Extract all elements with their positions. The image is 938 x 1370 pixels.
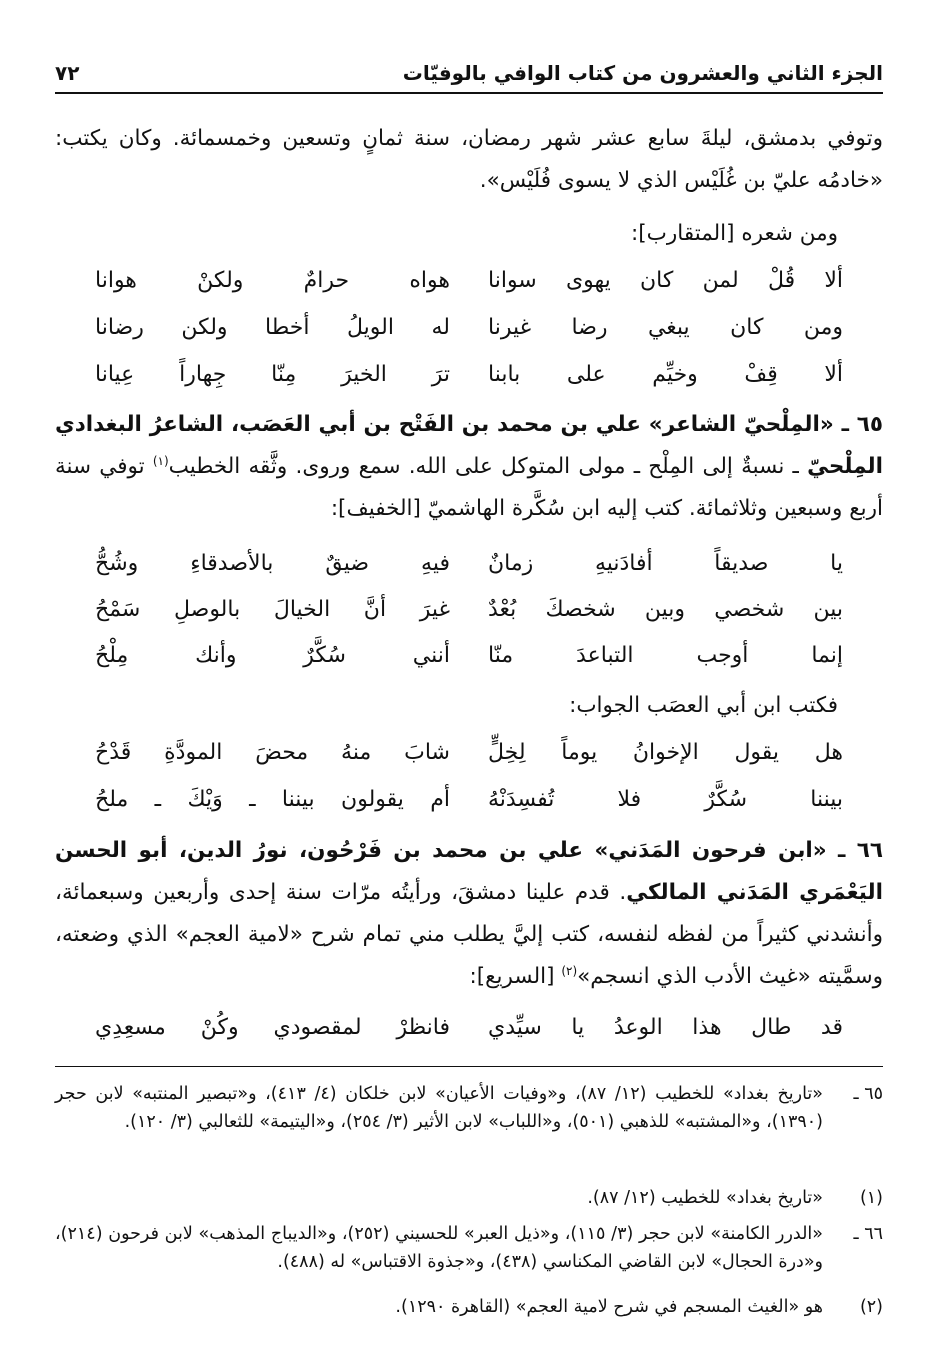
verse-hemistich-first: بيننا سُكَّرٌ فلا تُفسِدَنْهُ [488,787,843,812]
verse-line [95,778,843,822]
entry-66-body-cont: [السريع]: [469,964,562,989]
intro-paragraph: وتوفي بدمشق، ليلةَ سابع عشر شهر رمضان، سنة ثمانٍ وتسعين وخمسمائة. وكان يكتب: «خادمُه عليّ بن غُلَيْس الذي لا يسوى فُلَيْس». [55,126,883,193]
footnote-text: «تاريخ بغداد» للخطيب (١٢/ ٨٧)، و«وفيات الأعيان» لابن خلكان (٤/ ٤١٣)، و«تبصير المنتبه» لابن حجر (١٣٩٠)، و«المشتبه» للذهبي (٥٠١)، و«اللباب» لابن الأثير (٣/ ٢٥٤)، و«اليتيمة» للثعالبي (٣/ ١٢٠). [55,1084,823,1132]
page-number: ٧٢ [55,61,80,85]
footnote-ref-2[interactable]: (٢) [561,963,578,978]
footnote [55,1220,883,1276]
entry-65-body-cont: توفي سنة أربع وسبعين وثلاثمائة. كتب إليه ابن سُكَّرة الهاشميّ [الخفيف]: [55,454,883,521]
verse-line [95,588,843,632]
verse-line [95,731,843,775]
footnote-divider [55,1066,883,1067]
verse-line [95,542,843,586]
footnote [55,1080,883,1136]
verse-hemistich-second: فيهِ ضيقٌ بالأصدقاءِ وشُحُّ [95,551,450,576]
footnote [55,1184,883,1212]
footnote-ref-1[interactable]: (١) [152,453,169,468]
verse-hemistich-first: ومن كان يبغي رضا غيرنا [488,315,843,340]
verse-hemistich-second: ترَ الخيرَ مِنّا جِهاراً عِيانا [95,362,450,387]
reply-intro: فكتب ابن أبي العصَب الجواب: [569,693,838,718]
running-header [55,54,883,94]
footnote-text: «الدرر الكامنة» لابن حجر (٣/ ١١٥)، و«ذيل العبر» للحسيني (٢٥٢)، و«الديباج المذهب» لابن فرحون (٢١٤)، و«درة الحجال» لابن القاضي المكناسي (٤٣٨)، و«جذوة الاقتباس» له (٤٨٨). [55,1224,823,1272]
verse-line [95,634,843,678]
entry-65-title: ٦٥ ـ «المِلْحيّ الشاعر» علي بن محمد بن الفَتْح بن أبي العَصَب، الشاعرُ البغدادي المِلْحيّ [55,412,883,479]
verse-hemistich-second: هواه حرامٌ ولكنْ هوانا [95,268,450,293]
verse-hemistich-first: يا صديقاً أفادَنيهِ زمانٌ [488,551,843,576]
footnote-number: (٢) [859,1297,883,1317]
verse-hemistich-first: ألا قُلْ لمن كان يهوى سوانا [488,268,843,293]
verse-hemistich-first: بين شخصي وبين شخصكَ بُعْدٌ [488,597,843,622]
running-title: الجزء الثاني والعشرون من كتاب الوافي بالوفيّات [402,61,883,85]
verse-line [95,306,843,350]
verse-line [95,259,843,303]
footnote-text: «تاريخ بغداد» للخطيب (١٢/ ٨٧). [587,1188,823,1208]
verse-hemistich-second: فانظرْ لمقصودي وكُنْ مسعِدِي [95,1015,450,1040]
entry-65 [55,404,883,530]
verse-hemistich-second: غيرَ أنَّ الخيالَ بالوصلِ سَمْحُ [95,597,450,622]
footnote-number: ٦٥ ـ [853,1084,883,1104]
verse-hemistich-second: أم يقولون بيننا ـ وَيْكَ ـ ملحُ [95,787,450,812]
entry-66-title: ٦٦ ـ «ابن فرحون المَدَني» علي بن محمد بن فَرْحُون، نورُ الدين، أبو الحسن اليَعْمَري المَدَني المالكي [55,838,883,905]
entry-66-body: . قدم علينا دمشقَ، ورأيتُه مرّات سنة إحدى وأربعين وسبعمائة، وأنشدني كثيراً من لفظه لنفسه، كتب إليَّ يطلب مني تمام شرح «لامية العجم» الذي وضعته، وسمَّيته «غيث الأدب الذي انسجم» [55,880,883,989]
verse-hemistich-first: إنما أوجب التباعدَ منّا [488,643,843,668]
footnote-text: هو «الغيث المسجم في شرح لامية العجم» (القاهرة ١٢٩٠). [395,1297,823,1317]
verse-hemistich-first: قد طال هذا الوعدُ يا سيِّدي [488,1015,843,1040]
footnote [55,1293,883,1321]
verse-hemistich-first: هل يقول الإخوانُ يوماً لِخِلٍّ [488,740,843,765]
verse-hemistich-second: شابَ منهُ محضَ المودَّةِ قَدْحُ [95,740,450,765]
verse-line [95,1006,843,1050]
entry-65-body: ـ نسبةٌ إلى المِلْح ـ مولى المتوكل على الله. سمع وروى. وثَّقه الخطيب [168,454,808,479]
meter-heading: ومن شعره [المتقارب]: [631,221,838,246]
verse-hemistich-second: أنني سُكَّرٌ وأنك مِلْحُ [95,643,450,668]
verse-line [95,353,843,397]
verse-hemistich-first: ألا قِفْ وخيِّم على بابنا [488,362,843,387]
entry-66 [55,830,883,998]
verse-hemistich-second: له الويلُ أخطا ولكن رضانا [95,315,450,340]
footnote-number: (١) [859,1188,883,1208]
footnote-number: ٦٦ ـ [853,1224,883,1244]
